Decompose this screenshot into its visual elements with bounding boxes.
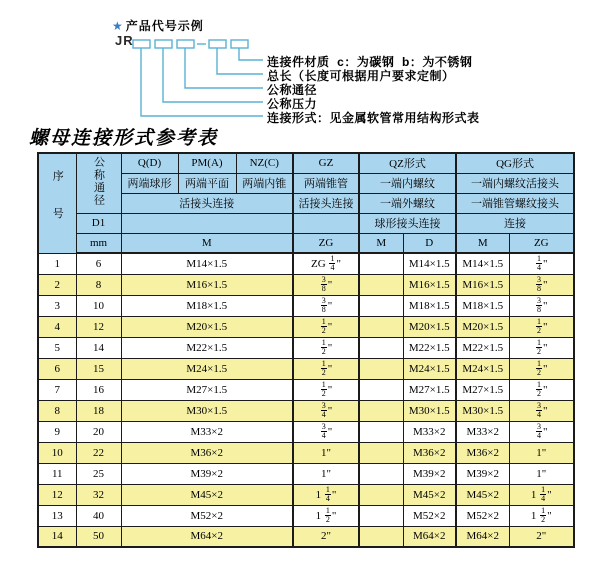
cell-dn: 25: [76, 463, 121, 484]
unit-m-qg: M: [456, 233, 509, 253]
connector-length: [217, 48, 263, 74]
cell-qz-d: M33×2: [403, 421, 456, 442]
table-row: [38, 442, 574, 463]
conn-union-gz: 活接头连接: [293, 193, 359, 213]
col-header-nzc: NZ(C): [236, 153, 293, 173]
cell-no: 14: [38, 526, 76, 547]
cell-qg-m: M22×1.5: [456, 337, 509, 358]
cell-gz-zg: 2": [293, 526, 359, 547]
cell-qz-m: [359, 484, 403, 505]
nut-connection-table: [37, 152, 575, 548]
cell-dn: 10: [76, 295, 121, 316]
cell-qz-d: M24×1.5: [403, 358, 456, 379]
d1-label: D1: [76, 213, 121, 233]
cell-m: M16×1.5: [121, 274, 293, 295]
table-title: 螺母连接形式参考表: [29, 128, 219, 149]
cell-gz-zg: $\frac{1}{2}$ ": [293, 379, 359, 400]
connector-form: [141, 48, 263, 116]
col-header-qg: QG形式: [456, 153, 574, 173]
cell-qg-zg: $\frac{1}{2}$ ": [509, 337, 574, 358]
cell-m: M18×1.5: [121, 295, 293, 316]
cell-qz-m: [359, 379, 403, 400]
header-row-codes: [38, 153, 574, 173]
cell-dn: 8: [76, 274, 121, 295]
cell-qg-zg: 1": [509, 463, 574, 484]
cell-gz-zg: $\frac{3}{4}$ ": [293, 421, 359, 442]
cell-gz-zg: $\frac{3}{4}$ ": [293, 400, 359, 421]
cell-qg-m: M45×2: [456, 484, 509, 505]
cell-qz-d: M39×2: [403, 463, 456, 484]
cell-qz-m: [359, 337, 403, 358]
table-row: [38, 253, 574, 274]
table-row: [38, 421, 574, 442]
code-box-2: [155, 40, 172, 48]
cell-no: 11: [38, 463, 76, 484]
unit-m-qz: M: [359, 233, 403, 253]
table-row: [38, 379, 574, 400]
cell-qg-zg: 1 $\frac{1}{4}$ ": [509, 484, 574, 505]
desc-nzc: 两端内锥: [236, 173, 293, 193]
cell-qz-d: M18×1.5: [403, 295, 456, 316]
code-box-3: [177, 40, 194, 48]
cell-dn: 20: [76, 421, 121, 442]
cell-qg-m: M20×1.5: [456, 316, 509, 337]
unit-zg-qg: ZG: [509, 233, 574, 253]
label-material: 连接件材质 c：为碳钢 b：为不锈钢: [267, 55, 473, 69]
cell-qg-m: M27×1.5: [456, 379, 509, 400]
cell-qz-m: [359, 295, 403, 316]
cell-gz-zg: 1 $\frac{1}{2}$ ": [293, 505, 359, 526]
label-length: 总长（长度可根据用户要求定制）: [267, 69, 455, 83]
col-header-no: 序号: [38, 153, 76, 253]
table-row: [38, 274, 574, 295]
cell-gz-zg: ZG $\frac{1}{4}$ ": [293, 253, 359, 274]
cell-no: 6: [38, 358, 76, 379]
cell-qz-m: [359, 253, 403, 274]
code-box-5: [231, 40, 248, 48]
table-row: [38, 463, 574, 484]
cell-qz-d: M27×1.5: [403, 379, 456, 400]
cell-qg-m: M14×1.5: [456, 253, 509, 274]
cell-gz-zg: $\frac{1}{2}$ ": [293, 316, 359, 337]
cell-qg-m: M24×1.5: [456, 358, 509, 379]
table-row: [38, 337, 574, 358]
conn-taper-joint: 一端锥管螺纹接头: [456, 193, 574, 213]
conn-ext-thread: 一端外螺纹: [359, 193, 456, 213]
cell-qz-d: M14×1.5: [403, 253, 456, 274]
col-header-qd: Q(D): [121, 153, 178, 173]
cell-qg-zg: $\frac{1}{2}$ ": [509, 358, 574, 379]
conn-union: 活接头连接: [121, 193, 293, 213]
code-box-1: [133, 40, 150, 48]
cell-qz-m: [359, 358, 403, 379]
cell-no: 3: [38, 295, 76, 316]
cell-qz-d: M36×2: [403, 442, 456, 463]
connector-material: [239, 48, 263, 60]
cell-dn: 14: [76, 337, 121, 358]
cell-no: 2: [38, 274, 76, 295]
cell-m: M52×2: [121, 505, 293, 526]
cell-gz-zg: 1": [293, 463, 359, 484]
cell-no: 12: [38, 484, 76, 505]
unit-mm: mm: [76, 233, 121, 253]
cell-gz-zg: $\frac{1}{2}$ ": [293, 358, 359, 379]
desc-qz: 一端内螺纹: [359, 173, 456, 193]
d1-empty-gz: [293, 213, 359, 233]
cell-dn: 6: [76, 253, 121, 274]
label-form: 连接形式：见金属软管常用结构形式表: [267, 111, 480, 125]
table-body: [38, 253, 574, 547]
d1-empty-m: [121, 213, 293, 233]
table-row: [38, 526, 574, 547]
col-header-qz: QZ形式: [359, 153, 456, 173]
cell-qz-d: M30×1.5: [403, 400, 456, 421]
cell-qz-m: [359, 505, 403, 526]
cell-gz-zg: $\frac{3}{8}$ ": [293, 295, 359, 316]
code-prefix: JR: [115, 33, 134, 48]
table-row: [38, 400, 574, 421]
cell-dn: 40: [76, 505, 121, 526]
cell-m: M39×2: [121, 463, 293, 484]
table-row: [38, 358, 574, 379]
desc-gz: 两端锥管: [293, 173, 359, 193]
label-pressure: 公称压力: [267, 97, 318, 111]
cell-qz-m: [359, 526, 403, 547]
cell-qz-m: [359, 421, 403, 442]
diagram-heading: [112, 17, 204, 34]
cell-m: M20×1.5: [121, 316, 293, 337]
cell-m: M22×1.5: [121, 337, 293, 358]
cell-m: M33×2: [121, 421, 293, 442]
cell-gz-zg: $\frac{1}{2}$ ": [293, 337, 359, 358]
cell-no: 4: [38, 316, 76, 337]
cell-dn: 12: [76, 316, 121, 337]
header-row-d1: [38, 213, 574, 233]
cell-m: M24×1.5: [121, 358, 293, 379]
cell-qz-d: M64×2: [403, 526, 456, 547]
cell-m: M64×2: [121, 526, 293, 547]
cell-no: 10: [38, 442, 76, 463]
table-row: [38, 316, 574, 337]
unit-m-main: M: [121, 233, 293, 253]
cell-qz-m: [359, 316, 403, 337]
cell-qz-d: M16×1.5: [403, 274, 456, 295]
cell-qz-d: M45×2: [403, 484, 456, 505]
connector-pressure: [163, 48, 263, 102]
cell-dn: 16: [76, 379, 121, 400]
cell-no: 9: [38, 421, 76, 442]
cell-dn: 50: [76, 526, 121, 547]
cell-qg-zg: $\frac{3}{8}$ ": [509, 274, 574, 295]
cell-qg-zg: 1": [509, 442, 574, 463]
col-header-dn: 公称通径: [76, 153, 121, 213]
cell-qg-m: M33×2: [456, 421, 509, 442]
cell-qg-zg: $\frac{3}{8}$ ": [509, 295, 574, 316]
desc-pma: 两端平面: [178, 173, 236, 193]
cell-qg-zg: 2": [509, 526, 574, 547]
connector-diameter: [185, 48, 263, 88]
connection-label: 连接: [456, 213, 574, 233]
cell-qg-zg: $\frac{1}{2}$ ": [509, 316, 574, 337]
cell-qg-zg: $\frac{3}{4}$ ": [509, 421, 574, 442]
table-header: [38, 153, 574, 253]
cell-qg-m: M30×1.5: [456, 400, 509, 421]
table-row: [38, 505, 574, 526]
cell-qz-m: [359, 274, 403, 295]
cell-gz-zg: $\frac{3}{8}$ ": [293, 274, 359, 295]
table-row: [38, 484, 574, 505]
cell-qz-m: [359, 442, 403, 463]
cell-qz-m: [359, 400, 403, 421]
unit-d-qz: D: [403, 233, 456, 253]
header-row-units: [38, 233, 574, 253]
desc-qd: 两端球形: [121, 173, 178, 193]
cell-qg-zg: 1 $\frac{1}{2}$ ": [509, 505, 574, 526]
cell-qg-zg: $\frac{3}{4}$ ": [509, 400, 574, 421]
cell-dn: 22: [76, 442, 121, 463]
cell-qg-zg: $\frac{1}{2}$ ": [509, 379, 574, 400]
cell-qz-d: M22×1.5: [403, 337, 456, 358]
col-header-pma: PM(A): [178, 153, 236, 173]
table-row: [38, 295, 574, 316]
cell-qg-m: M16×1.5: [456, 274, 509, 295]
cell-no: 1: [38, 253, 76, 274]
star-icon: ★: [112, 19, 124, 33]
cell-m: M45×2: [121, 484, 293, 505]
cell-no: 5: [38, 337, 76, 358]
cell-m: M36×2: [121, 442, 293, 463]
cell-gz-zg: 1 $\frac{1}{4}$ ": [293, 484, 359, 505]
code-box-4: [209, 40, 226, 48]
cell-m: M30×1.5: [121, 400, 293, 421]
cell-qg-zg: $\frac{1}{4}$ ": [509, 253, 574, 274]
cell-qz-d: M20×1.5: [403, 316, 456, 337]
cell-qg-m: M39×2: [456, 463, 509, 484]
cell-qz-d: M52×2: [403, 505, 456, 526]
cell-dn: 18: [76, 400, 121, 421]
col-header-gz: GZ: [293, 153, 359, 173]
diagram-heading-text: 产品代号示例: [125, 19, 204, 33]
desc-qg: 一端内螺纹活接头: [456, 173, 574, 193]
unit-zg-gz: ZG: [293, 233, 359, 253]
cell-qg-m: M36×2: [456, 442, 509, 463]
cell-gz-zg: 1": [293, 442, 359, 463]
cell-qg-m: M64×2: [456, 526, 509, 547]
cell-dn: 15: [76, 358, 121, 379]
label-diameter: 公称通径: [267, 83, 318, 97]
cell-qz-m: [359, 463, 403, 484]
cell-no: 7: [38, 379, 76, 400]
cell-qg-m: M18×1.5: [456, 295, 509, 316]
ball-joint-connection: 球形接头连接: [359, 213, 456, 233]
cell-no: 13: [38, 505, 76, 526]
cell-dn: 32: [76, 484, 121, 505]
cell-no: 8: [38, 400, 76, 421]
cell-m: M27×1.5: [121, 379, 293, 400]
cell-qg-m: M52×2: [456, 505, 509, 526]
cell-m: M14×1.5: [121, 253, 293, 274]
